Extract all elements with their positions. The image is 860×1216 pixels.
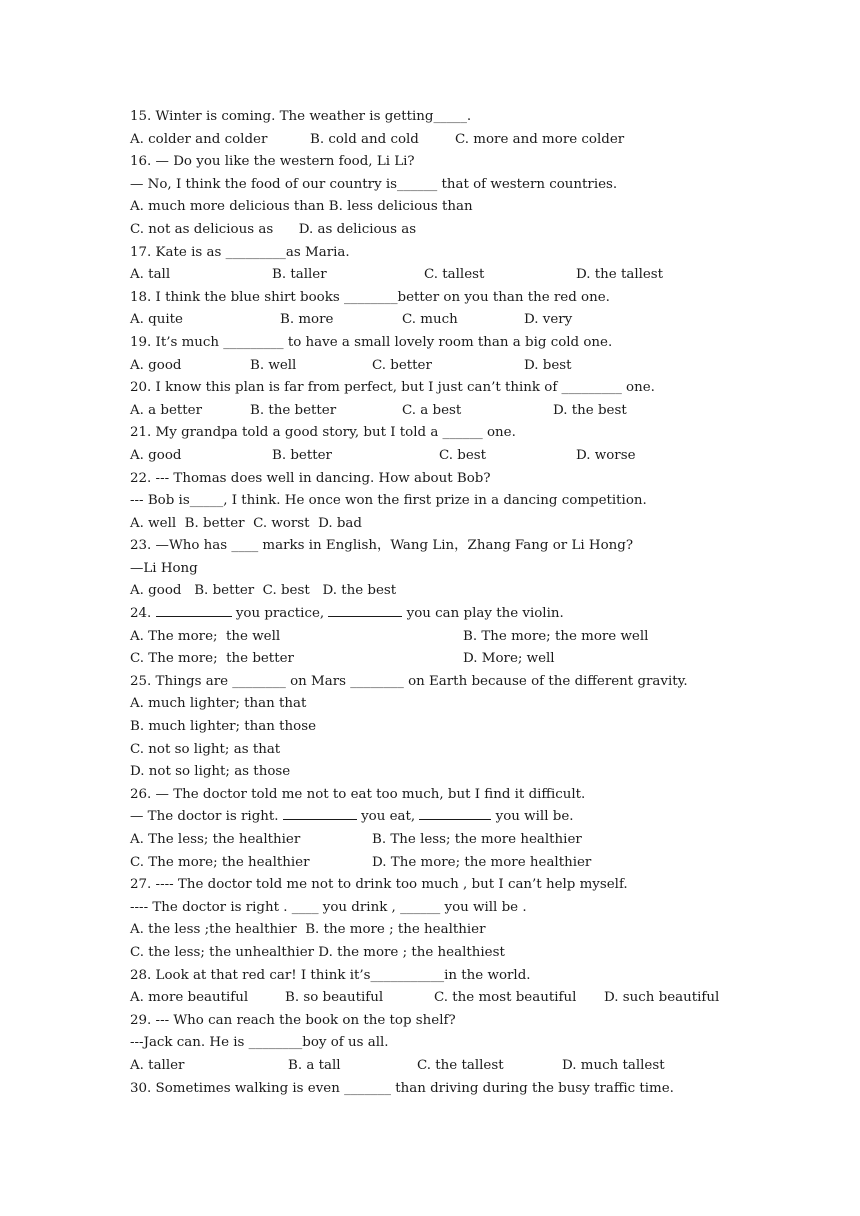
q22-answer-line: --- Bob is_____, I think. He once won the first prize in a dancing competition.: [130, 493, 647, 509]
option: D. very: [524, 312, 573, 328]
question-29: 29. --- Who can reach the book on the top shelf?: [130, 1012, 456, 1028]
option: C. more and more colder: [455, 131, 625, 147]
q18-options: [130, 309, 830, 332]
option: B. cold and cold: [310, 131, 419, 147]
option: D. the best: [553, 402, 627, 418]
option: C. better: [372, 357, 432, 373]
q27-answer-line: ---- The doctor is right . ____ you drink , ______ you will be .: [130, 899, 527, 915]
option: B. better: [272, 447, 332, 463]
q24-end: you can play the violin.: [406, 606, 564, 622]
q21-options: [130, 445, 830, 468]
option: B. The less; the more healthier: [372, 832, 582, 847]
option: D. worse: [576, 447, 636, 463]
answer-blank: [156, 604, 232, 617]
option: A. colder and colder: [130, 131, 268, 147]
question-18: 18. I think the blue shirt books ________better on you than the red one.: [130, 289, 610, 305]
option: A. The more; the well: [130, 628, 281, 644]
q26-start: — The doctor is right.: [130, 809, 279, 825]
answer-blank: [328, 604, 402, 617]
question-20: 20. I know this plan is far from perfect, but I just can’t think of _________ one.: [130, 380, 655, 396]
q25-option-d: D. not so light; as those: [130, 764, 291, 780]
option: C. the most beautiful: [434, 990, 577, 1006]
q25-option-a: A. much lighter; than that: [130, 696, 307, 712]
q24-options-ab: [130, 626, 830, 649]
q16-options-cd: C. not as delicious as D. as delicious as: [130, 221, 417, 237]
q20-options: [130, 400, 830, 423]
q27-options-ab: A. the less ;the healthier B. the more ; the healthier: [130, 922, 486, 938]
q29-answer-line: ---Jack can. He is ________boy of us all.: [130, 1035, 389, 1051]
q15-options: [130, 129, 830, 152]
option: A. more beautiful: [130, 990, 249, 1006]
q19-options: [130, 355, 830, 378]
q23-options: A. good B. better C. best D. the best: [130, 583, 397, 599]
option: A. good: [130, 357, 182, 373]
question-25: 25. Things are ________ on Mars ________ on Earth because of the different gravity.: [130, 673, 688, 689]
q25-option-b: B. much lighter; than those: [130, 719, 317, 735]
q24-middle: you practice,: [235, 606, 325, 622]
question-16: 16. — Do you like the western food, Li Li?: [130, 154, 415, 170]
question-19: 19. It’s much _________ to have a small lovely room than a big cold one.: [130, 334, 613, 350]
q26-options-ab: [130, 829, 830, 852]
option: C. the tallest: [417, 1057, 504, 1073]
q26-end: you will be.: [495, 809, 574, 825]
option: D. best: [524, 357, 572, 373]
option: D. the tallest: [576, 267, 664, 283]
option: A. quite: [130, 312, 183, 328]
question-23: 23. —Who has ____ marks in English，Wang Lin，Zhang Fang or Li Hong?: [130, 538, 634, 554]
option: C. much: [402, 312, 458, 328]
q26-middle: you eat,: [361, 809, 416, 825]
q16-answer-line: — No, I think the food of our country is______ that of western countries.: [130, 176, 618, 192]
option: C. best: [439, 447, 487, 463]
option: A. taller: [130, 1057, 185, 1073]
question-21: 21. My grandpa told a good story, but I told a ______ one.: [130, 425, 516, 441]
q26-options-cd: [130, 852, 830, 875]
q25-option-c: C. not so light; as that: [130, 741, 281, 757]
option: B. a tall: [288, 1057, 341, 1073]
question-28: 28. Look at that red car! I think it’s___________in the world.: [130, 967, 531, 983]
answer-blank: [283, 807, 357, 820]
option: C. The more; the healthier: [130, 854, 310, 870]
question-27: 27. ---- The doctor told me not to drink too much , but I can’t help myself.: [130, 877, 628, 893]
option: D. The more; the more healthier: [372, 854, 592, 870]
q28-options: [130, 987, 830, 1010]
option: B. so beautiful: [285, 990, 384, 1006]
q27-options-cd: C. the less; the unhealthier D. the more ; the healthiest: [130, 944, 505, 960]
option: A. tall: [130, 267, 171, 283]
option: C. The more; the better: [130, 651, 294, 667]
q17-options: [130, 264, 830, 287]
option: B. taller: [272, 267, 327, 283]
option: C. a best: [402, 402, 462, 418]
q16-options-ab: A. much more delicious than B. less delicious than: [130, 199, 473, 215]
q22-options: A. well B. better C. worst D. bad: [130, 515, 362, 531]
question-list: [130, 106, 830, 1100]
q26-answer-line: [130, 806, 830, 829]
option: C. tallest: [424, 267, 485, 283]
q29-options: [130, 1055, 830, 1078]
question-22: 22. --- Thomas does well in dancing. How about Bob?: [130, 470, 491, 486]
option: D. such beautiful: [604, 990, 720, 1006]
option: D. much tallest: [562, 1057, 665, 1073]
option: A. good: [130, 447, 182, 463]
q24-number: 24.: [130, 606, 152, 622]
question-30: 30. Sometimes walking is even _______ than driving during the busy traffic time.: [130, 1080, 674, 1096]
q23-answer-line: —Li Hong: [130, 560, 198, 576]
question-26: 26. — The doctor told me not to eat too much, but I find it difficult.: [130, 786, 586, 802]
option: B. more: [280, 312, 334, 328]
question-15: 15. Winter is coming. The weather is getting_____.: [130, 109, 472, 124]
option: A. a better: [130, 402, 203, 418]
option: A. The less; the healthier: [130, 832, 301, 847]
question-24: [130, 603, 830, 626]
option: D. More; well: [463, 651, 555, 667]
question-17: 17. Kate is as _________as Maria.: [130, 244, 350, 260]
option: B. well: [250, 357, 297, 373]
answer-blank: [419, 807, 491, 820]
option: B. The more; the more well: [463, 628, 649, 644]
option: B. the better: [250, 402, 337, 418]
q24-options-cd: [130, 648, 830, 671]
